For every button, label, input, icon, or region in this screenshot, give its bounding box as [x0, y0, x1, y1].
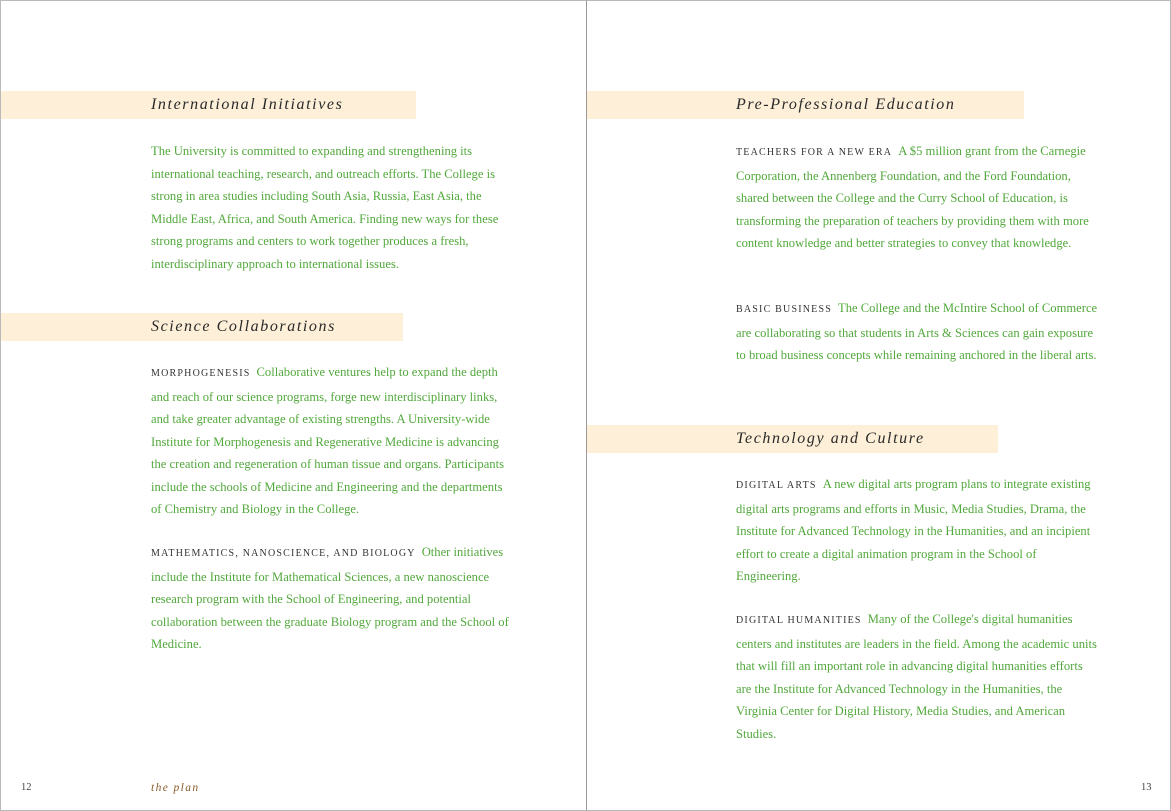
paragraph-teachers — [736, 140, 1098, 255]
paragraph-digital-humanities — [736, 608, 1098, 745]
section-heading-science: Science Collaborations — [151, 318, 336, 335]
section-heading-preprofessional: Pre-Professional Education — [736, 96, 956, 113]
paragraph-text: The College and the McIntire School of Commerce are collaborating so that students in Arts & Sciences can gain exposure to broad business concepts while remaining anchored in the liberal arts. — [736, 301, 1098, 362]
paragraph-text: Collaborative ventures help to expand the depth and reach of our science programs, forge new interdisciplinary links, and take greater advantage of existing strengths. A University-wide Institute for Morphogenesis and Regenerative Medicine is advancing the creation and regeneration of human tissue and organs. Participants include the schools of Medicine and Engineering and the departments of Chemistry and Biology in the College. — [151, 365, 504, 516]
paragraph-business — [736, 297, 1098, 367]
page-number-right: 13 — [1141, 782, 1152, 793]
paragraph-text: The University is committed to expanding and strengthening its international teaching, research, and outreach efforts. The College is strong in area studies including South Asia, Russia, East Asia, the Middle East, Africa, and South America. Finding new ways for these strong programs and centers to work together produces a fresh, interdisciplinary approach to international issues. — [151, 144, 499, 271]
paragraph-lead: TEACHERS FOR A NEW ERA — [736, 147, 893, 158]
paragraph-lead: DIGITAL ARTS — [736, 480, 817, 491]
paragraph-text: Many of the College's digital humanities centers and institutes are leaders in the field. Among the academic units that will fill an important role in advancing digital humanities efforts are the Institute for Advanced Technology in the Humanities, the Virginia Center for Digital History, Media Studies, and American Studies. — [736, 612, 1097, 741]
section-heading-international: International Initiatives — [151, 96, 344, 113]
paragraph-digital-arts — [736, 473, 1098, 588]
paragraph-lead: BASIC BUSINESS — [736, 304, 832, 315]
paragraph-text: Other initiatives include the Institute for Mathematical Sciences, a new nanoscience research program with the School of Engineering, and potential collaboration between the graduate Biology program and the School of Medicine. — [151, 545, 509, 651]
running-head: the plan — [151, 782, 200, 794]
paragraph-lead: DIGITAL HUMANITIES — [736, 615, 862, 626]
paragraph-text: A $5 million grant from the Carnegie Corporation, the Annenberg Foundation, and the Ford Foundation, shared between the College and the Curry School of Education, is transforming the preparation of teachers by providing them with more content knowledge and better strategies to convey that knowledge. — [736, 144, 1089, 250]
paragraph-lead: MORPHOGENESIS — [151, 368, 251, 379]
paragraph-lead: MATHEMATICS, NANOSCIENCE, AND BIOLOGY — [151, 548, 416, 559]
paragraph-international — [151, 140, 513, 275]
paragraph-morphogenesis — [151, 361, 513, 521]
section-heading-technology: Technology and Culture — [736, 430, 925, 447]
right-page — [586, 0, 1171, 811]
page-number-left: 12 — [21, 782, 32, 793]
paragraph-text: A new digital arts program plans to integrate existing digital arts programs and efforts in Music, Media Studies, Drama, the Institute for Advanced Technology in the Humanities, and an incipient effort to create a digital animation program in the School of Engineering. — [736, 477, 1091, 583]
paragraph-mathematics — [151, 541, 513, 656]
